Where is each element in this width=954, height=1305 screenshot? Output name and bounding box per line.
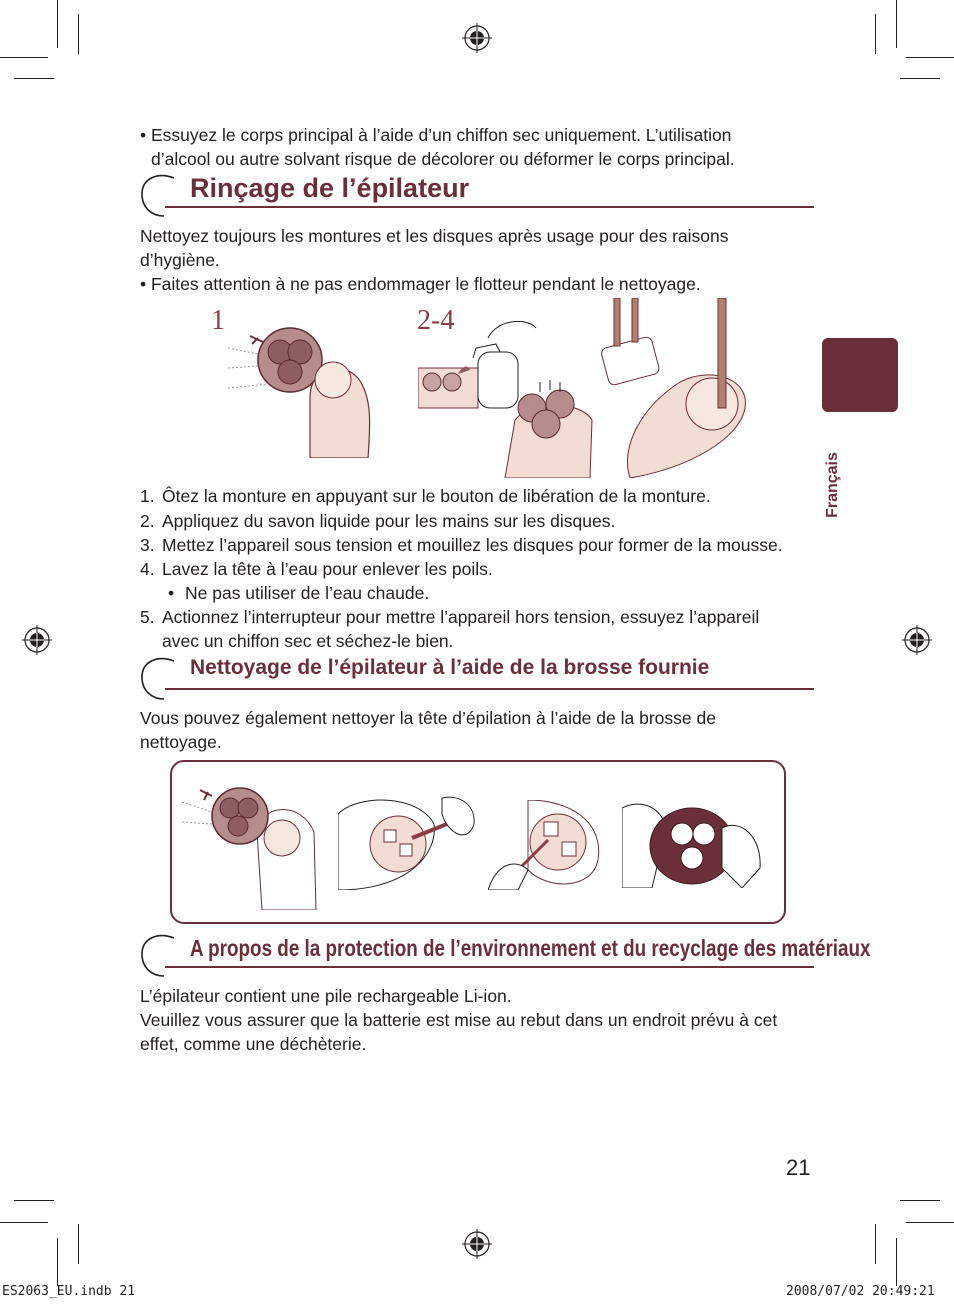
- crop-mark: [78, 1224, 79, 1264]
- step-subitem: • Ne pas utiliser de l’eau chaude.: [168, 583, 430, 603]
- crop-mark: [896, 1238, 897, 1286]
- crop-mark: [0, 57, 48, 58]
- brush-step-2-illustration: [338, 794, 476, 890]
- crop-mark: [0, 1222, 48, 1223]
- crop-mark: [57, 1238, 58, 1286]
- registration-mark-icon: [462, 23, 492, 53]
- environment-paragraph: L’épilateur contient une pile rechargeable Li-ion.: [140, 986, 512, 1006]
- crop-mark: [906, 1222, 954, 1223]
- brush-paragraph: nettoyage.: [140, 732, 222, 752]
- footer-timestamp: 2008/07/02 20:49:21: [786, 1284, 935, 1299]
- crop-mark: [906, 57, 954, 58]
- epilator-head-removal-illustration: [228, 318, 378, 458]
- crop-mark: [900, 78, 940, 79]
- section-hook-icon: [138, 172, 178, 218]
- environment-paragraph: effet, comme une déchèterie.: [140, 1034, 367, 1054]
- language-tab: [822, 338, 898, 412]
- crop-mark: [875, 1224, 876, 1264]
- intro-bullet-line: d’alcool ou autre solvant risque de décolorer ou déformer le corps principal.: [151, 149, 735, 169]
- foam-rinse-illustration: [500, 380, 600, 478]
- section-title-brush: Nettoyage de l’épilateur à l’aide de la brosse fournie: [190, 656, 710, 679]
- section-title-environment: A propos de la protection de l’environnement et du recyclage des matériaux: [190, 935, 871, 961]
- rinse-paragraph: d’hygiène.: [140, 250, 220, 270]
- brush-step-4-illustration: [622, 798, 762, 888]
- brush-step-1-illustration: [182, 772, 322, 910]
- section-hook-icon: [138, 655, 178, 701]
- section-rule: [165, 966, 814, 968]
- page-number: 21: [786, 1155, 811, 1180]
- crop-mark: [875, 14, 876, 54]
- figure-label-2-4: 2-4: [417, 305, 455, 336]
- registration-mark-icon: [22, 625, 52, 655]
- crop-mark: [14, 78, 54, 79]
- figure-label-1: 1: [211, 305, 225, 336]
- brush-step-3-illustration: [488, 800, 604, 890]
- crop-mark: [14, 1200, 54, 1201]
- section-rule: [165, 688, 814, 690]
- rinse-paragraph: Nettoyez toujours les montures et les disques après usage pour des raisons: [140, 226, 729, 246]
- intro-bullet-line: • Essuyez le corps principal à l’aide d’un chiffon sec uniquement. L’utilisation: [140, 125, 732, 145]
- step-item: 1. Ôtez la monture en appuyant sur le bouton de libération de la monture.: [140, 486, 711, 506]
- step-item: 5. Actionnez l’interrupteur pour mettre l’appareil hors tension, essuyez l’appareil: [140, 607, 760, 627]
- step-item: 4. Lavez la tête à l’eau pour enlever les poils.: [140, 559, 493, 579]
- crop-mark: [896, 0, 897, 48]
- rinse-bullet: • Faites attention à ne pas endommager le flotteur pendant le nettoyage.: [140, 274, 701, 294]
- environment-paragraph: Veuillez vous assurer que la batterie est mise au rebut dans un endroit prévu à cet: [140, 1010, 778, 1030]
- registration-mark-icon: [462, 1229, 492, 1259]
- crop-mark: [78, 14, 79, 54]
- crop-mark: [900, 1200, 940, 1201]
- step-item: 2. Appliquez du savon liquide pour les mains sur les disques.: [140, 511, 616, 531]
- water-rinse-illustration: [600, 298, 750, 478]
- step-item: 3. Mettez l’appareil sous tension et mouillez les disques pour former de la mousse.: [140, 535, 783, 555]
- crop-mark: [57, 0, 58, 48]
- section-title-rinse: Rinçage de l’épilateur: [190, 173, 470, 203]
- step-item-continuation: avec un chiffon sec et séchez-le bien.: [162, 631, 454, 651]
- footer-file-info: ES2063_EU.indb 21: [2, 1284, 136, 1299]
- language-label: Français: [824, 452, 841, 518]
- section-hook-icon: [138, 932, 178, 978]
- section-rule: [165, 206, 814, 208]
- brush-paragraph: Vous pouvez également nettoyer la tête d’épilation à l’aide de la brosse de: [140, 708, 716, 728]
- registration-mark-icon: [902, 625, 932, 655]
